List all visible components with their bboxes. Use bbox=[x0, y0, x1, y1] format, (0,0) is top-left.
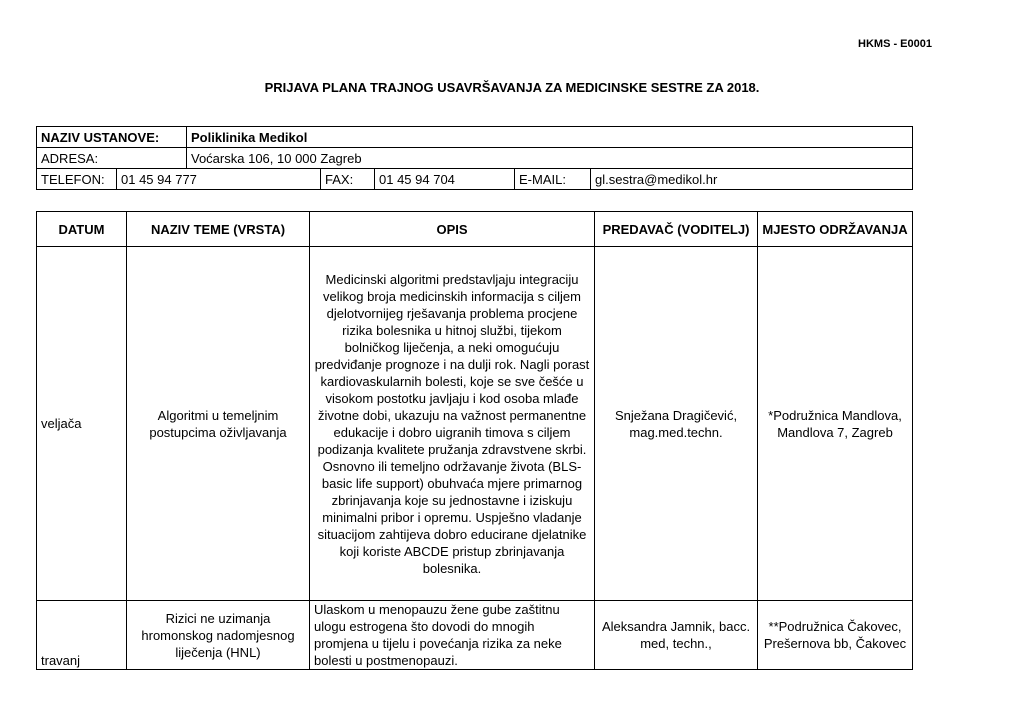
fax-value: 01 45 94 704 bbox=[375, 169, 515, 190]
address-label: ADRESA: bbox=[37, 148, 187, 169]
row-place: **Podružnica Čakovec, Prešernova bb, Čakovec bbox=[758, 601, 913, 670]
phone-value: 01 45 94 777 bbox=[117, 169, 321, 190]
row-lecturer: Snježana Dragičević, mag.med.techn. bbox=[595, 247, 758, 601]
header-place: MJESTO ODRŽAVANJA bbox=[758, 212, 913, 247]
institution-name-label: NAZIV USTANOVE: bbox=[37, 127, 187, 148]
table-row bbox=[37, 247, 913, 601]
row-topic: Algoritmi u temeljnim postupcima oživljavanja bbox=[127, 247, 310, 601]
row-date: travanj bbox=[37, 601, 127, 670]
header-description: OPIS bbox=[310, 212, 595, 247]
row-place: *Podružnica Mandlova, Mandlova 7, Zagreb bbox=[758, 247, 913, 601]
training-plan-table bbox=[36, 211, 913, 670]
document-title: PRIJAVA PLANA TRAJNOG USAVRŠAVANJA ZA MEDICINSKE SESTRE ZA 2018. bbox=[264, 80, 760, 95]
header-lecturer: PREDAVAČ (VODITELJ) bbox=[595, 212, 758, 247]
fax-label: FAX: bbox=[321, 169, 375, 190]
row-description: Medicinski algoritmi predstavljaju integraciju velikog broja medicinskih informacija s ciljem djelotvornijeg rješavanja problema procjene rizika bolesnika u hitnoj službi, tijekom bolničkog liječenja, a neki omogućuju predviđanje prognoze i na dulji rok. Nagli porast kardiovaskularnih bolesti, koje se sve češće u visokom postotku javljaju i kod osoba mlađe životne dobi, ukazuju na važnost permanentne edukacije i dobro uigranih timova s ciljem podizanja kvalitete pružanja zdravstvene skrbi. Osnovno ili temeljno održavanje života (BLS- basic life support) obuhvaća mjere primarnog zbrinjavanja koje su jednostavne i iziskuju minimalni pribor i opremu. Uspješno vladanje situacijom zahtijeva dobro educirane djelatnike koji koriste ABCDE pristup zbrinjavanja bolesnika. bbox=[310, 247, 595, 601]
phone-label: TELEFON: bbox=[37, 169, 117, 190]
row-date: veljača bbox=[37, 247, 127, 601]
institution-info-table bbox=[36, 126, 913, 190]
row-lecturer: Aleksandra Jamnik, bacc. med, techn., bbox=[595, 601, 758, 670]
row-description: Ulaskom u menopauzu žene gube zaštitnu ulogu estrogena što dovodi do mnogih promjena u tijelu i povećanja rizika za neke bolesti u postmenopauzi. bbox=[310, 601, 595, 670]
header-date: DATUM bbox=[37, 212, 127, 247]
table-header-row bbox=[37, 212, 913, 247]
email-label: E-MAIL: bbox=[515, 169, 591, 190]
institution-name: Poliklinika Medikol bbox=[187, 127, 913, 148]
document-code: HKMS - E0001 bbox=[858, 38, 932, 50]
header-topic: NAZIV TEME (VRSTA) bbox=[127, 212, 310, 247]
email-value: gl.sestra@medikol.hr bbox=[591, 169, 913, 190]
table-row bbox=[37, 601, 913, 670]
row-topic: Rizici ne uzimanja hromonskog nadomjesnog liječenja (HNL) bbox=[127, 601, 310, 670]
address-value: Voćarska 106, 10 000 Zagreb bbox=[187, 148, 913, 169]
